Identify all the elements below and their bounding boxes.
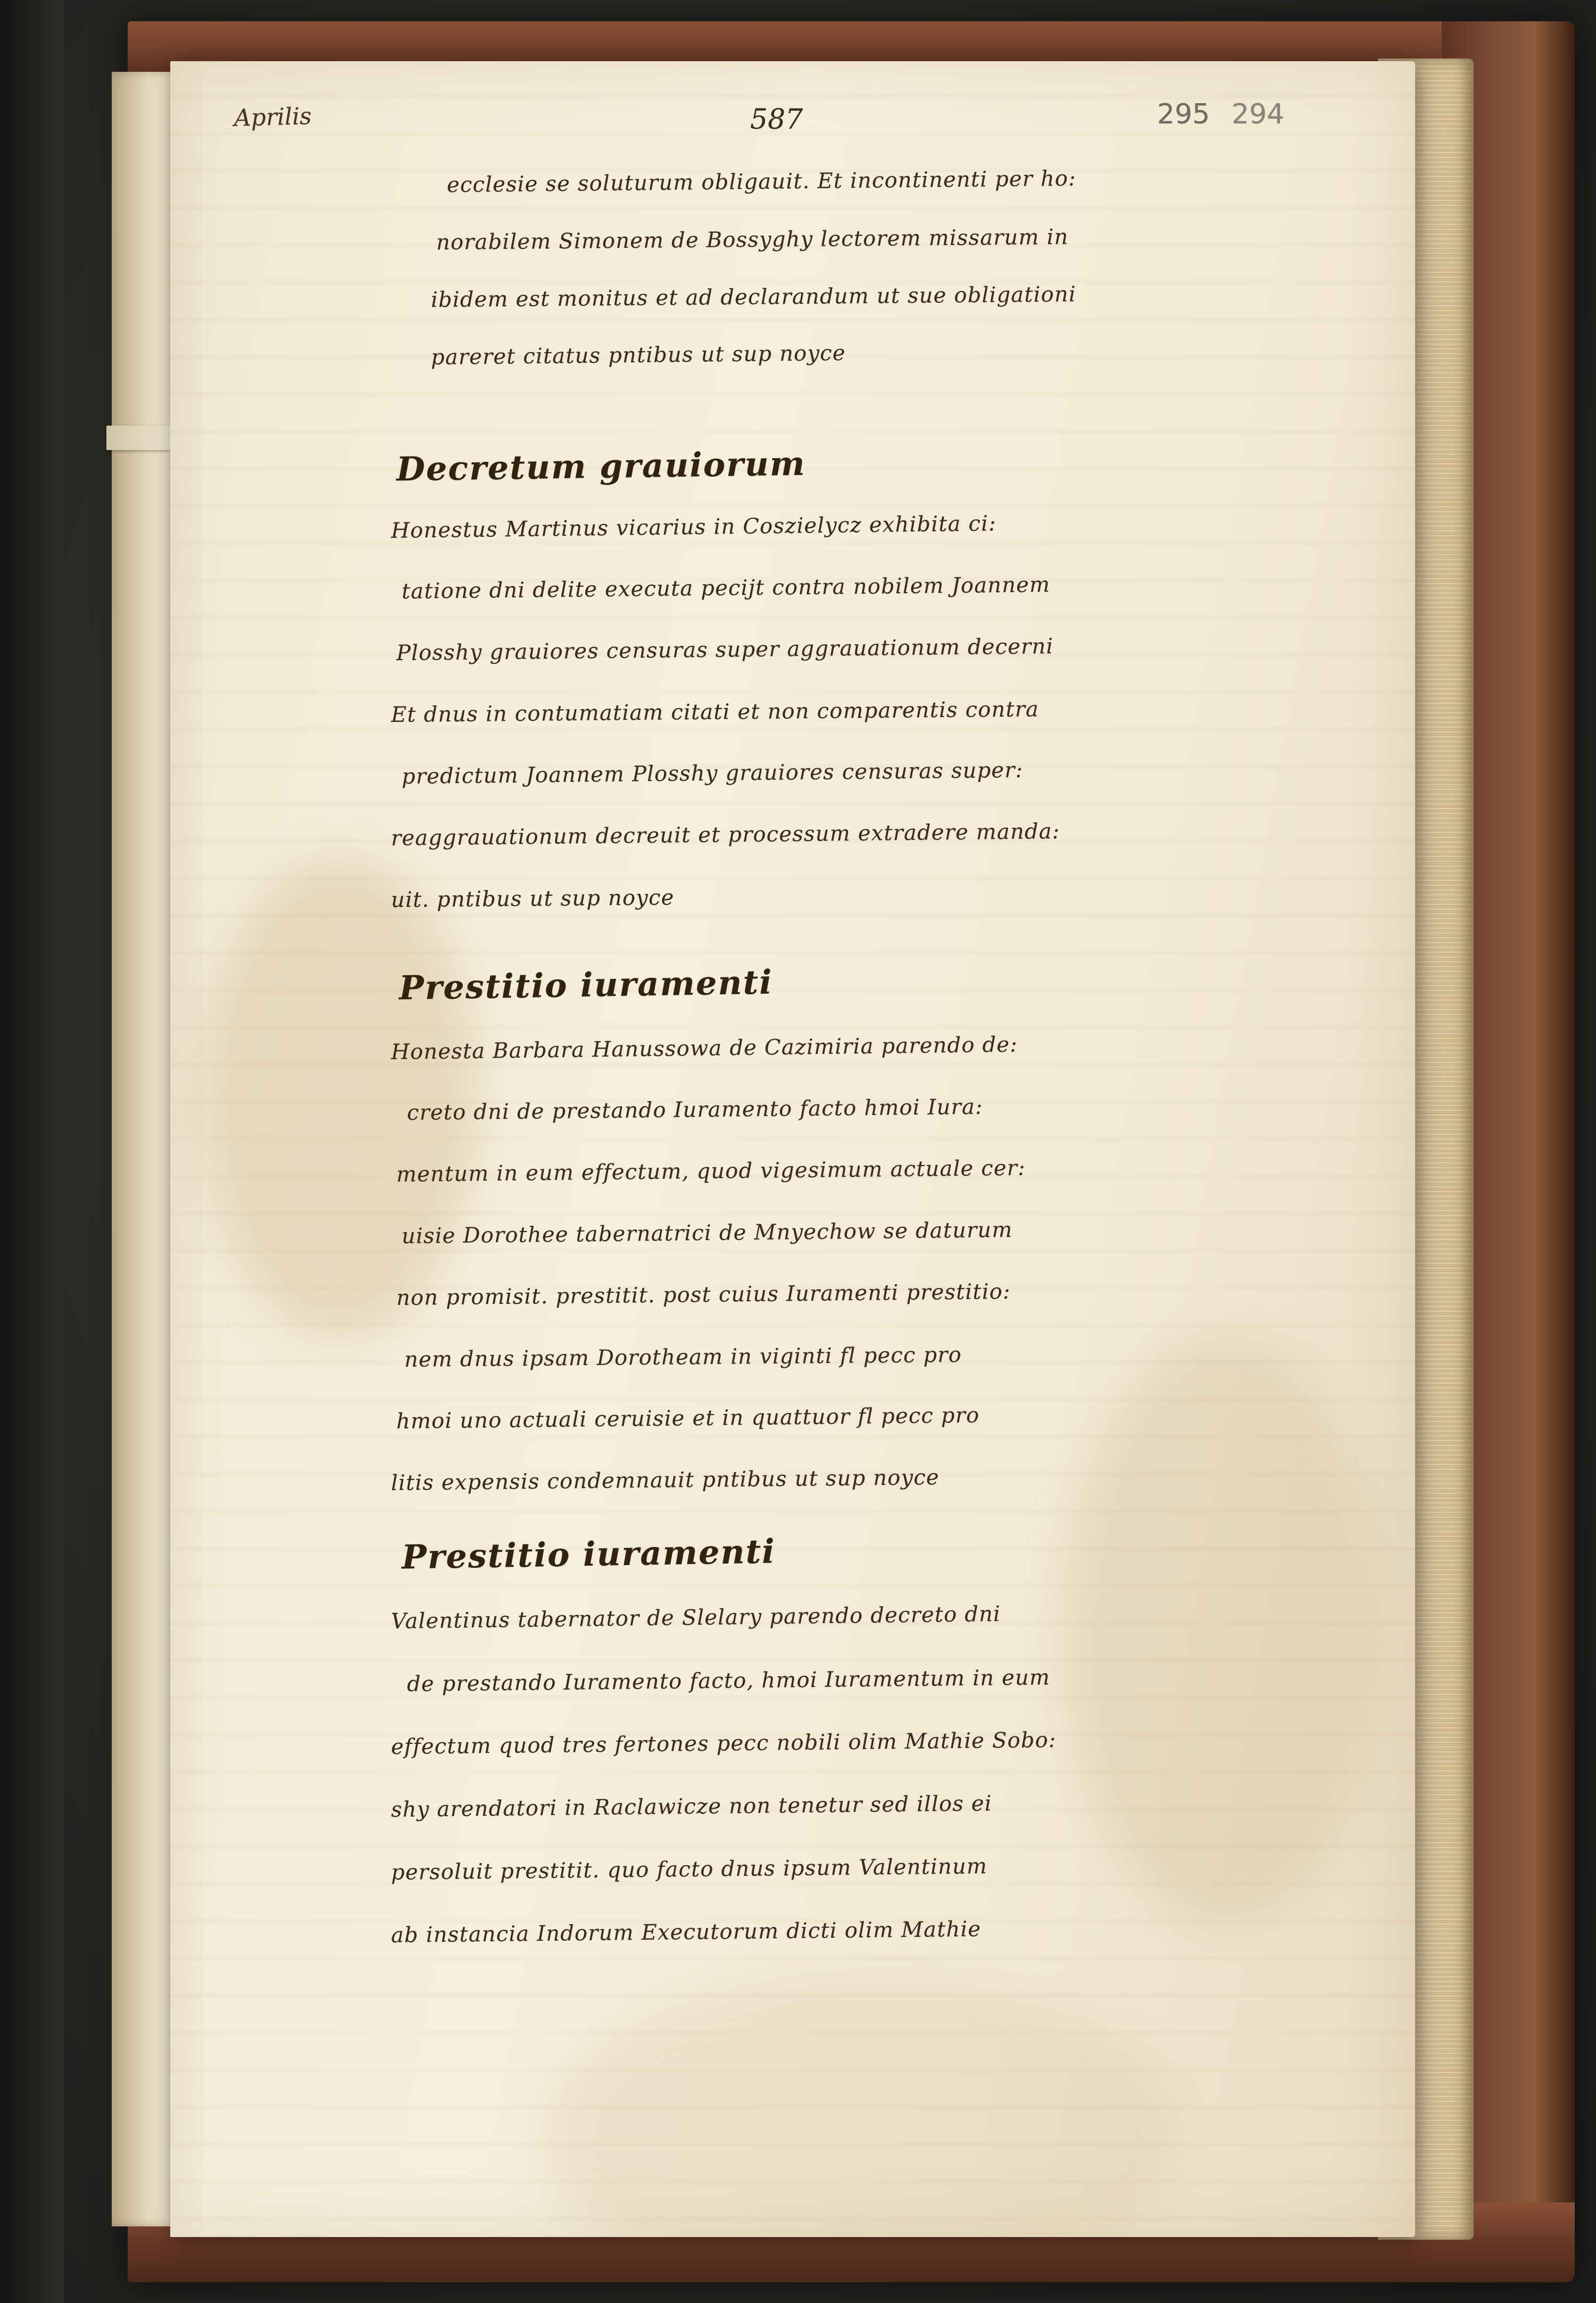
- text-line: litis expensis condemnauit pntibus ut sup noyce: [390, 1465, 940, 1495]
- previous-leaf: [112, 72, 178, 2226]
- text-line: reaggrauationum decreuit et processum extradere manda:: [390, 819, 1060, 851]
- text-line: ecclesie se soluturum obligauit. Et incontinenti per ho:: [446, 166, 1077, 197]
- text-line: Plosshy grauiores censuras super aggrauationum decerni: [396, 634, 1054, 666]
- text-line: de prestando Iuramento facto, hmoi Iuramentum in eum: [406, 1665, 1051, 1697]
- section-heading-decretum-grauiorum: Decretum grauiorum: [396, 444, 806, 489]
- text-line: mentum in eum effectum, quod vigesimum actuale cer:: [396, 1155, 1026, 1187]
- text-line: uisie Dorothee tabernatrici de Mnyechow se daturum: [401, 1217, 1013, 1249]
- pencil-foliation-1: 295: [1157, 98, 1210, 130]
- text-line: hmoi uno actuali ceruisie et in quattuor fl pecc pro: [396, 1403, 980, 1434]
- text-line: persoluit prestitit. quo facto dnus ipsum Valentinum: [390, 1854, 988, 1885]
- text-line: non promisit. prestitit. post cuius Iuramenti prestitio:: [396, 1279, 1011, 1310]
- text-line: uit. pntibus ut sup noyce: [390, 885, 675, 912]
- folio-number: 587: [750, 104, 803, 136]
- manuscript-leaf: [170, 61, 1415, 2237]
- text-line: effectum quod tres fertones pecc nobili olim Mathie Sobo:: [390, 1727, 1057, 1759]
- text-line: Et dnus in contumatiam citati et non comparentis contra: [390, 697, 1040, 727]
- text-line: shy arendatori in Raclawicze non tenetur sed illos ei: [390, 1791, 992, 1822]
- text-line: predictum Joannem Plosshy grauiores censuras super:: [401, 758, 1024, 789]
- section-heading-prestitio-iuramenti-1: Prestitio iuramenti: [398, 962, 774, 1008]
- text-line: pareret citatus pntibus ut sup noyce: [430, 340, 846, 370]
- pencil-foliation-2: 294: [1232, 98, 1285, 130]
- section-heading-prestitio-iuramenti-2: Prestitio iuramenti: [401, 1532, 776, 1577]
- text-line: ab instancia Indorum Executorum dicti olim Mathie: [390, 1917, 982, 1948]
- text-line: Honestus Martinus vicarius in Coszielycz exhibita ci:: [390, 511, 997, 543]
- paragraph-prestitio-iuramenti-2: [390, 1602, 1057, 1948]
- page-tab-marker: [106, 426, 170, 450]
- paragraph-prestitio-iuramenti-1: [390, 1032, 1026, 1495]
- paragraph-decretum-grauiorum: [390, 511, 1060, 912]
- paragraph-continuation: [430, 166, 1092, 370]
- open-book: [48, 21, 1575, 2282]
- text-line: norabilem Simonem de Bossyghy lectorem missarum in: [436, 225, 1069, 255]
- text-line: nem dnus ipsam Dorotheam in viginti fl pecc pro: [404, 1342, 962, 1372]
- text-line: Valentinus tabernator de Slelary parendo decreto dni: [390, 1602, 1001, 1634]
- text-line: creto dni de prestando Iuramento facto hmoi Iura:: [406, 1094, 983, 1125]
- text-line: ibidem est monitus et ad declarandum ut sue obligationi: [430, 282, 1077, 312]
- text-line: tatione dni delite executa pecijt contra nobilem Joannem: [401, 572, 1051, 604]
- text-line: Honesta Barbara Hanussowa de Cazimiria parendo de:: [390, 1032, 1018, 1065]
- margin-month-note: Aprilis: [234, 103, 312, 132]
